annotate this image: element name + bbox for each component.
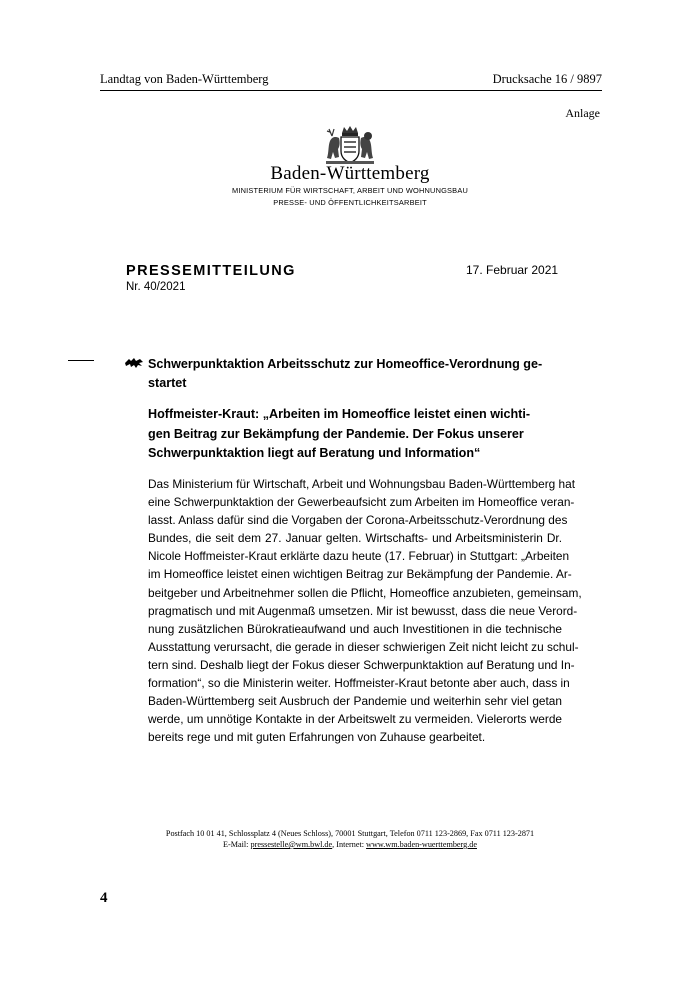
email-label: E-Mail:	[222, 840, 251, 849]
body-line: lasst. Anlass dafür sind die Vorgaben der Corona-Arbeitsschutz-Verordnung des	[148, 513, 568, 528]
organization-name: Baden-Württemberg	[270, 163, 430, 184]
page-number: 4	[100, 890, 108, 906]
running-header-document-number: Drucksache 16 / 9897	[492, 72, 602, 86]
press-release-number: Nr. 40/2021	[126, 281, 186, 293]
headline	[148, 355, 560, 393]
coat-of-arms-logo	[318, 124, 382, 166]
body-line: Nicole Hoffmeister-Kraut erklärte dazu heute (17. Februar) in Stuttgart: „Arbeiten	[148, 549, 570, 564]
press-release-date: 17. Februar 2021	[466, 263, 559, 277]
body-line: tern sind. Deshalb liegt der Fokus dieser Schwerpunktaktion auf Beratung und In-	[148, 657, 575, 672]
footer-address: Postfach 10 01 41, Schlossplatz 4 (Neues Schloss), 70001 Stuttgart, Telefon 0711 123-2869, Fax 0711 123-2871	[165, 829, 535, 838]
lion-emblem-icon	[124, 357, 144, 369]
body-line: formation“, so die Ministerin weiter. Hoffmeister-Kraut betonte aber auch, dass in	[148, 676, 570, 691]
body-text	[148, 475, 582, 746]
body-line: pragmatisch und mit Augenmaß umsetzen. Mir ist bewusst, dass die neue Verord-	[148, 603, 578, 618]
footer-contact	[0, 840, 700, 849]
body-line: nung zusätzlichen Bürokratieaufwand und auch Investitionen in die technische	[148, 621, 562, 636]
running-header-left: Landtag von Baden-Württemberg	[100, 72, 269, 86]
body-line: Das Ministerium für Wirtschaft, Arbeit und Wohnungsbau Baden-Württemberg hat	[148, 477, 576, 491]
press-release-title: PRESSEMITTEILUNG	[126, 263, 296, 279]
body-line: Bundes, die seit dem 27. Januar gelten. Wirtschafts- und Arbeitsministerin Dr.	[148, 531, 562, 546]
email-link[interactable]: pressestelle@wm.bwl.de	[250, 840, 333, 849]
ministry-name: MINISTERIUM FÜR WIRTSCHAFT, ARBEIT UND WOHNUNGSBAU	[232, 186, 468, 195]
body-line: werde, um unnötige Kontakte in der Arbeitswelt zu vermeiden. Vielerorts werde	[148, 712, 562, 727]
subheadline-line: Schwerpunktaktion liegt auf Beratung und Information“	[148, 446, 481, 460]
department-name: PRESSE- UND ÖFFENTLICHKEITSARBEIT	[273, 198, 427, 207]
headline-line: startet	[148, 376, 187, 390]
body-line: Baden-Württemberg seit Ausbruch der Pandemie und weiterhin sehr viel getan	[148, 694, 562, 709]
subheadline-line: gen Beitrag zur Bekämpfung der Pandemie. Der Fokus unserer	[148, 426, 524, 441]
internet-label: , Internet:	[332, 840, 367, 849]
annex-label: Anlage	[565, 106, 600, 120]
subheadline-line: Hoffmeister-Kraut: „Arbeiten im Homeoffice leistet einen wichti-	[148, 407, 531, 421]
body-line: eine Schwerpunktaktion der Gewerbeaufsicht zum Arbeiten im Homeoffice veran-	[148, 495, 575, 510]
body-line: im Homeoffice leistet einen wichtigen Beitrag zur Bekämpfung der Pandemie. Ar-	[148, 567, 572, 582]
subheadline	[148, 405, 562, 464]
body-line: Ausstattung verursacht, die gerade in dieser schwierigen Zeit nicht leicht zu schul-	[148, 639, 579, 654]
body-line: beitgeber und Arbeitnehmer sollen die Pflicht, Homeoffice anzubieten, gemeinsam,	[148, 585, 582, 600]
margin-mark	[68, 360, 94, 361]
header-divider	[100, 90, 602, 91]
website-link[interactable]: www.wm.baden-wuerttemberg.de	[366, 840, 477, 849]
body-line: bereits rege und mit guten Erfahrungen von Zuhause gearbeitet.	[148, 730, 486, 745]
headline-line: Schwerpunktaktion Arbeitsschutz zur Homeoffice-Verordnung ge-	[148, 357, 543, 371]
